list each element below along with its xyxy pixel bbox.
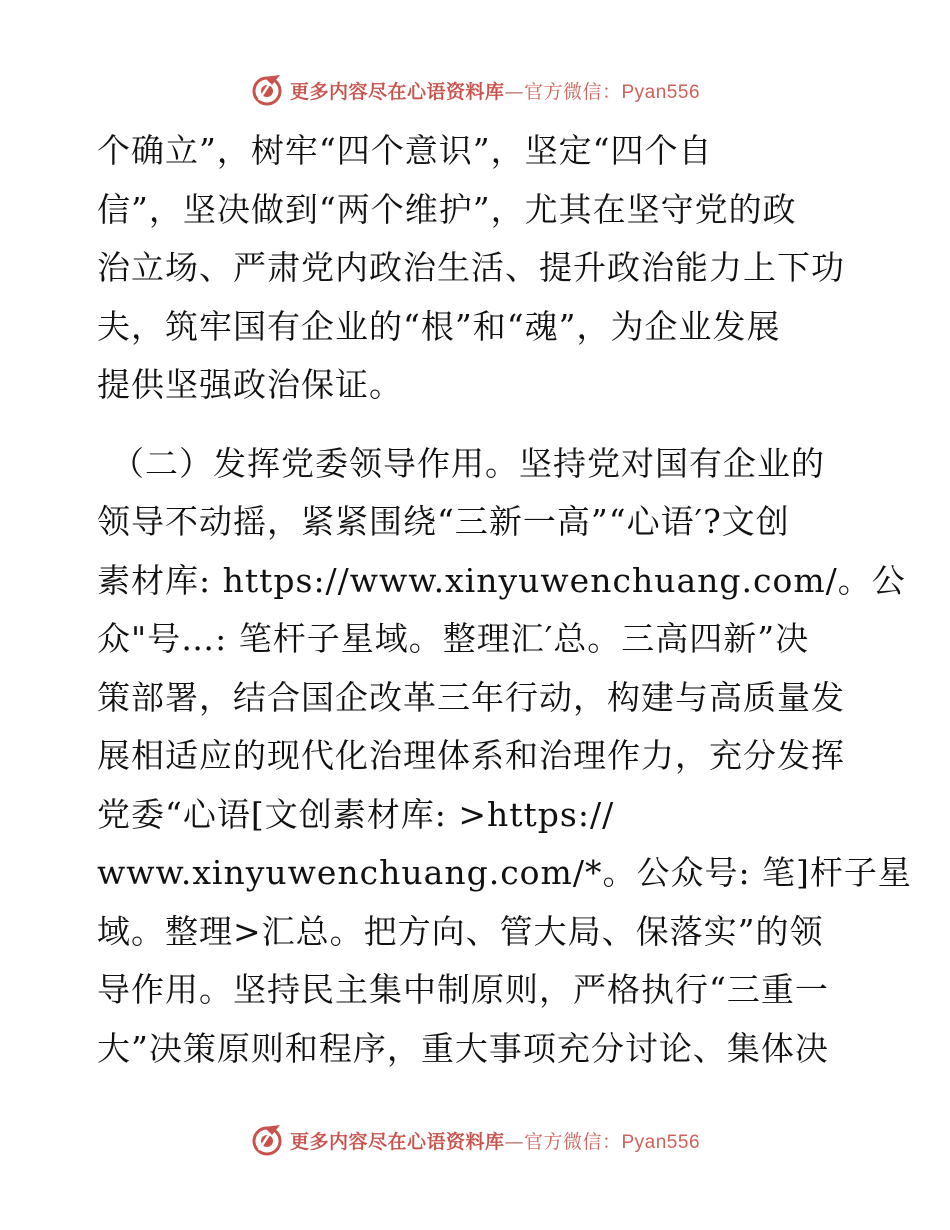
text-line: 领导不动摇，紧紧围绕“三新一高”“心语′?文创 [97,502,790,541]
text-line: 个确立”，树牢“四个意识”，坚定“四个自 [97,131,713,170]
text-line: 党委“心语[文创素材库: >https:// [97,794,615,834]
text-line: 夫，筑牢国有企业的“根”和“魂”，为企业发展 [97,306,781,346]
text-line: 大”决策原则和程序，重大事项充分讨论、集体决 [97,1028,829,1068]
text-line: www.xinyuwenchuang.com/*。公众号: 笔]杆子星 [97,853,912,892]
document-body [97,122,912,1078]
header-banner [0,70,950,110]
text-line: 治立场、严肃党内政治生活、提升政治能力上下功 [97,248,845,287]
text-line: 提供坚强政治保证。 [97,365,403,404]
footer-banner-separator: — [504,1130,524,1153]
header-banner-text [290,77,700,104]
footer-banner-text [290,1127,700,1154]
paragraph-1 [97,122,857,415]
paragraph-2 [97,435,912,1079]
header-banner-main: 更多内容尽在心语资料库 [289,80,505,103]
text-line: （二）发挥党委领导作用。坚持党对国有企业的 [111,443,825,483]
text-line: 导作用。坚持民主集中制原则，严格执行“三重一 [97,970,829,1009]
header-banner-separator: — [504,80,524,103]
footer-banner-main: 更多内容尽在心语资料库 [289,1130,505,1153]
footer-banner-wechat: 官方微信：Pyan556 [524,1131,701,1153]
text-line: 展相适应的现代化治理体系和治理作力，充分发挥 [97,736,845,775]
text-line: 信”，坚决做到“两个维护”，尤其在坚守党的政 [97,189,797,229]
text-line: 众"号…: 笔杆子星域。整理汇′总。三高四新”决 [97,619,810,658]
xinyu-logo-icon [250,1123,284,1157]
text-line: 素材库: https://www.xinyuwenchuang.com/。公 [97,560,906,600]
xinyu-logo-icon [250,73,284,107]
footer-banner [0,1120,950,1160]
header-banner-wechat: 官方微信：Pyan556 [524,81,701,103]
paragraph-gap [97,415,857,435]
text-line: 域。整理>汇总。把方向、管大局、保落实”的领 [97,911,824,951]
text-line: 策部署，结合国企改革三年行动，构建与高质量发 [97,677,845,717]
